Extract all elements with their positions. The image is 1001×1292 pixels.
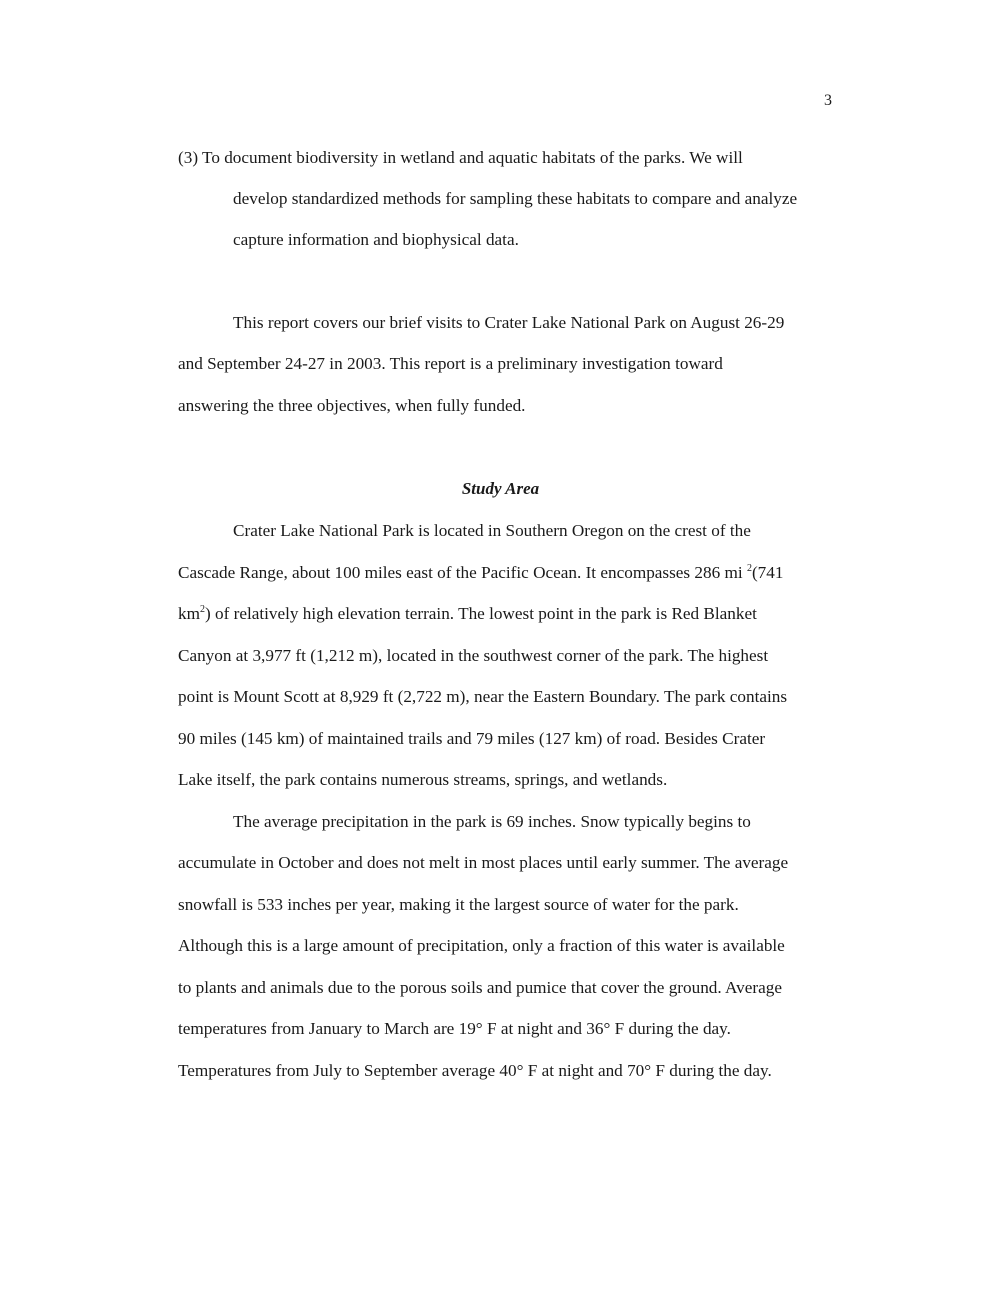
superscript: 2 — [199, 604, 205, 615]
text-line: Temperatures from July to September average 40° F at night and 70° F during the day. — [178, 1061, 772, 1080]
text-line — [178, 604, 757, 624]
text-line: temperatures from January to March are 19° F at night and 36° F during the day. — [178, 1019, 731, 1038]
text-line: Canyon at 3,977 ft (1,212 m), located in the southwest corner of the park. The highest — [178, 646, 769, 665]
text-span: km — [178, 604, 200, 623]
text-line: 90 miles (145 km) of maintained trails and 79 miles (127 km) of road. Besides Crater — [178, 729, 766, 748]
text-line: Lake itself, the park contains numerous streams, springs, and wetlands. — [178, 770, 668, 789]
text-line: and September 24-27 in 2003. This report is a preliminary investigation toward — [178, 354, 723, 373]
text-span: (741 — [751, 563, 784, 582]
text-line: point is Mount Scott at 8,929 ft (2,722 m), near the Eastern Boundary. The park contains — [178, 687, 788, 706]
text-line: (3) To document biodiversity in wetland and aquatic habitats of the parks. We will — [178, 148, 743, 167]
page-number: 3 — [824, 92, 832, 109]
text-span: Cascade Range, about 100 miles east of the Pacific Ocean. It encompasses 286 mi — [178, 563, 747, 582]
text-line: The average precipitation in the park is 69 inches. Snow typically begins to — [233, 812, 751, 831]
text-line: Crater Lake National Park is located in Southern Oregon on the crest of the — [233, 521, 751, 540]
text-line: accumulate in October and does not melt in most places until early summer. The average — [178, 853, 789, 872]
section-heading: Study Area — [461, 479, 540, 498]
text-line: to plants and animals due to the porous soils and pumice that cover the ground. Average — [178, 978, 782, 997]
text-line: capture information and biophysical data. — [233, 230, 519, 249]
text-line — [178, 563, 783, 583]
text-span: ) of relatively high elevation terrain. The lowest point in the park is Red Blanket — [204, 604, 757, 623]
text-line: answering the three objectives, when fully funded. — [178, 396, 526, 415]
superscript: 2 — [746, 563, 752, 574]
text-line: snowfall is 533 inches per year, making it the largest source of water for the park. — [178, 895, 739, 914]
text-line: This report covers our brief visits to Crater Lake National Park on August 26-29 — [233, 313, 785, 332]
text-line: develop standardized methods for sampling these habitats to compare and analyze — [233, 189, 798, 208]
text-line: Although this is a large amount of precipitation, only a fraction of this water is available — [178, 936, 785, 955]
